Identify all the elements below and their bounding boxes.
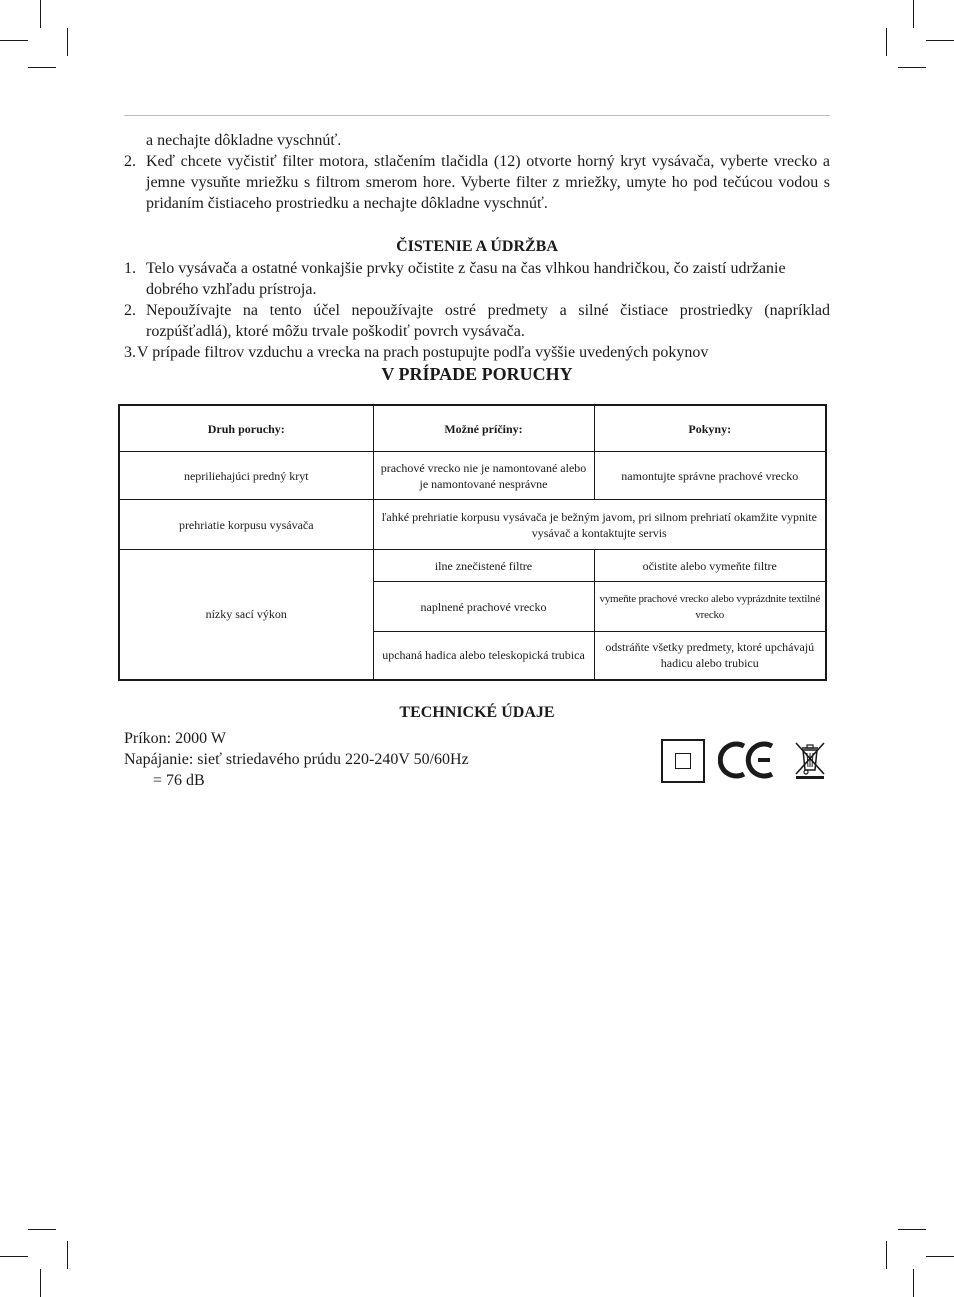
column-header-cause: Možné príčiny: xyxy=(373,405,594,452)
list-item xyxy=(124,342,830,363)
column-header-fault: Druh poruchy: xyxy=(119,405,373,452)
crop-mark xyxy=(40,0,41,28)
section-heading-tech: TECHNICKÉ ÚDAJE xyxy=(399,704,555,721)
crop-mark xyxy=(28,67,56,68)
header-rule xyxy=(124,115,830,116)
table-row xyxy=(119,550,826,582)
crop-mark xyxy=(913,1269,914,1297)
action-cell: namontujte správne prachové vrecko xyxy=(594,452,826,500)
cause-cell: upchaná hadica alebo teleskopická trubica xyxy=(373,632,594,680)
action-cell: očistite alebo vymeňte filtre xyxy=(594,550,826,582)
crop-mark xyxy=(886,1241,887,1269)
list-text: V prípade filtrov vzduchu a vrecka na prach postupujte podľa vyššie uvedených pokynov xyxy=(137,344,709,361)
list-text: Nepoužívajte na tento účel nepoužívajte ostré predmety a silné čistiace prostriedky (napríklad rozpúšťadlá), ktoré môžu trvale poškodiť povrch vysávača. xyxy=(146,302,830,340)
fault-cell: nepriliehajúci predný kryt xyxy=(119,452,373,500)
crop-mark xyxy=(40,1269,41,1297)
crop-mark xyxy=(898,1229,926,1230)
fault-table xyxy=(118,404,827,681)
section-heading-fault: V PRÍPADE PORUCHY xyxy=(381,364,573,384)
spec-power: Príkon: 2000 W xyxy=(124,730,226,747)
list-number: 2. xyxy=(124,153,136,170)
ce-mark-icon xyxy=(718,740,776,780)
crop-mark xyxy=(0,40,28,41)
cause-cell: ilne znečistené filtre xyxy=(373,550,594,582)
table-row xyxy=(119,500,826,550)
action-cell: vymeňte prachové vrecko alebo vyprázdnite textilné vrecko xyxy=(594,582,826,632)
list-item xyxy=(124,258,830,300)
fault-cell: prehriatie korpusu vysávača xyxy=(119,500,373,550)
crop-mark xyxy=(67,28,68,56)
list-text: Telo vysávača a ostatné vonkajšie prvky očistite z času na čas vlhkou handričkou, čo zaistí udržanie dobrého vzhľadu prístroja. xyxy=(146,260,786,298)
fault-cell: nízky sací výkon xyxy=(119,550,373,680)
table-header-row xyxy=(119,405,826,452)
crop-mark xyxy=(886,28,887,56)
crop-mark xyxy=(926,1256,954,1257)
spec-supply: Napájanie: sieť striedavého prúdu 220-240V 50/60Hz xyxy=(124,751,469,768)
certification-symbols xyxy=(660,738,830,782)
merged-cell: ľahké prehriatie korpusu vysávača je bežným javom, pri silnom prehriatí okamžite vypnite vysávač a kontaktujte servis xyxy=(373,500,826,550)
spec-noise: = 76 dB xyxy=(153,772,205,789)
crop-mark xyxy=(67,1241,68,1269)
action-cell: odstráňte všetky predmety, ktoré upchávajú hadicu alebo trubicu xyxy=(594,632,826,680)
crop-mark xyxy=(28,1229,56,1230)
list-item xyxy=(124,151,830,214)
crop-mark xyxy=(898,67,926,68)
crop-mark xyxy=(926,40,954,41)
list-number: 2. xyxy=(124,302,136,319)
weee-crossed-bin-icon xyxy=(793,740,827,780)
cause-cell: prachové vrecko nie je namontované alebo je namontované nesprávne xyxy=(373,452,594,500)
section-heading-cleaning: ČISTENIE A ÚDRŽBA xyxy=(396,238,558,255)
list-text: Keď chcete vyčistiť filter motora, stlačením tlačidla (12) otvorte horný kryt vysávača, vyberte vrecko a jemne vysuňte mriežku s filtrom smerom hore. Vyberte filter z mriežky, umyte ho pod tečúcou vodou s pridaním čistiaceho prostriedku a nechajte dôkladne vyschnúť. xyxy=(146,153,830,212)
list-number: 1. xyxy=(124,260,136,277)
table-row xyxy=(119,452,826,500)
crop-mark xyxy=(913,0,914,28)
crop-mark xyxy=(0,1256,28,1257)
class-ii-double-insulation-icon xyxy=(661,739,705,783)
column-header-action: Pokyny: xyxy=(594,405,826,452)
list-number: 3. xyxy=(124,344,136,361)
list-item xyxy=(124,300,830,342)
cause-cell: naplnené prachové vrecko xyxy=(373,582,594,632)
paragraph-continuation: a nechajte dôkladne vyschnúť. xyxy=(146,132,342,149)
